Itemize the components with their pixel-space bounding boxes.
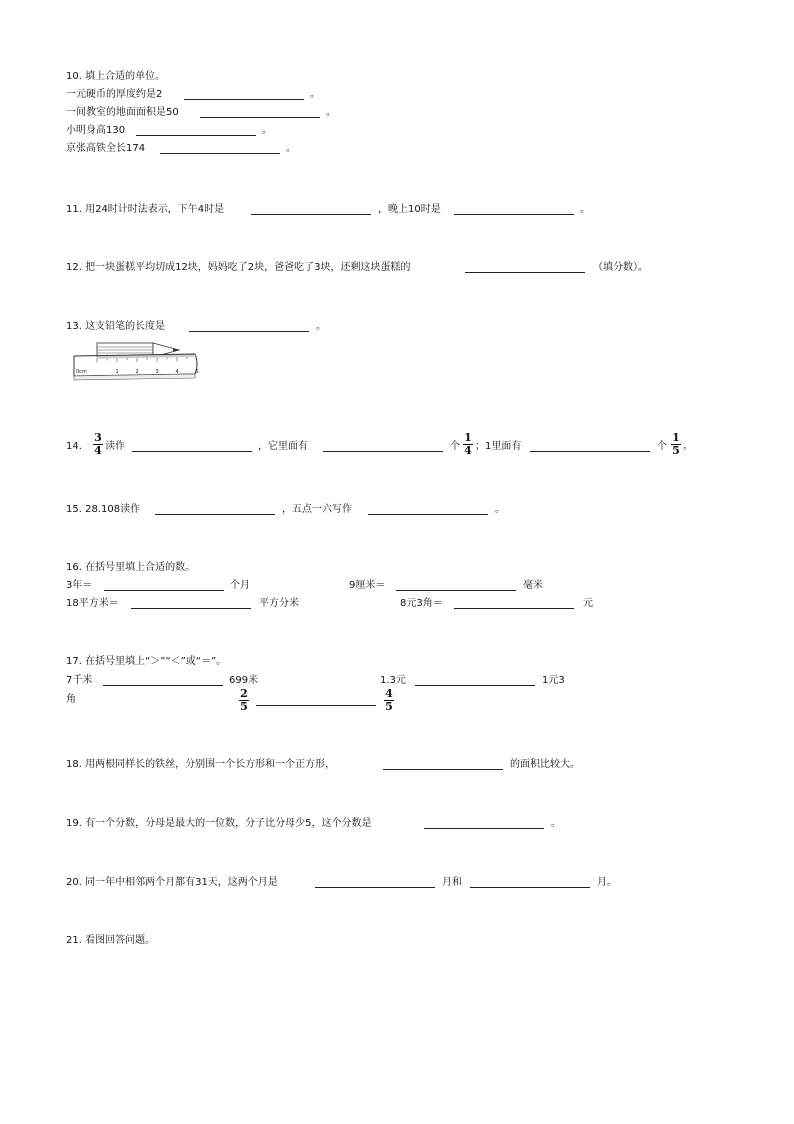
q10-line3-end: 。 xyxy=(262,125,272,136)
q13-text: 13. 这支铅笔的长度是 xyxy=(66,321,166,332)
q14-frac-3-4 xyxy=(92,432,104,457)
q10-blank-3[interactable] xyxy=(136,135,256,136)
q17-frac-4-5 xyxy=(383,688,395,713)
q16-d-unit: 元 xyxy=(583,598,593,609)
q15-text-b: ，五点一六写作 xyxy=(282,504,352,515)
q17-a-left: 7千米 xyxy=(66,675,93,686)
q12-text-a: 12. 把一块蛋糕平均切成12块，妈妈吃了2块，爸爸吃了3块，还剩这块蛋糕的 xyxy=(66,262,411,273)
q10-blank-2[interactable] xyxy=(200,117,320,118)
q16-blank-a[interactable] xyxy=(104,590,224,591)
q12-blank[interactable] xyxy=(465,272,585,273)
ruler-number: 5 xyxy=(195,369,199,375)
frac-denominator: 5 xyxy=(385,700,393,713)
q14-frac-1-5 xyxy=(670,432,682,457)
q14-text-e: 个 xyxy=(657,441,667,452)
q16-c-unit: 平方分米 xyxy=(259,598,299,609)
q17-title: 17. 在括号里填上“＞”“＜”或“＝”。 xyxy=(66,656,227,667)
q14-text-d: ；1里面有 xyxy=(475,441,522,452)
q16-a-unit: 个月 xyxy=(230,580,250,591)
q15-end: 。 xyxy=(495,504,505,515)
ruler-icon xyxy=(74,354,197,380)
q14-frac-1-4 xyxy=(462,432,474,457)
q19-blank[interactable] xyxy=(424,828,544,829)
frac-numerator: 1 xyxy=(672,431,680,444)
q14-end: 。 xyxy=(683,441,693,452)
frac-denominator: 4 xyxy=(464,444,472,457)
q11-text-b: ，晚上10时是 xyxy=(378,204,441,215)
q19-end: 。 xyxy=(551,818,561,829)
q15-text-a: 15. 28.108读作 xyxy=(66,504,141,515)
q11-text-a: 11. 用24时计时法表示，下午4时是 xyxy=(66,204,225,215)
q14-text-b: ，它里面有 xyxy=(258,441,308,452)
q13-end: 。 xyxy=(316,321,326,332)
q20-blank-1[interactable] xyxy=(315,887,435,888)
q14-num: 14. xyxy=(66,441,82,452)
q17-b-right: 1元3 xyxy=(542,675,565,686)
q18-text-b: 的面积比较大。 xyxy=(510,759,580,770)
q10-blank-4[interactable] xyxy=(160,153,280,154)
q18-blank[interactable] xyxy=(383,769,503,770)
q10-title: 10. 填上合适的单位。 xyxy=(66,71,166,82)
q11-blank-1[interactable] xyxy=(251,214,371,215)
q16-b-unit: 毫米 xyxy=(523,580,543,591)
q10-line4-text: 京张高铁全长174 xyxy=(66,143,146,154)
q17-frac-2-5 xyxy=(238,688,250,713)
ruler-number: 1 xyxy=(115,369,119,375)
q15-blank-2[interactable] xyxy=(368,514,488,515)
frac-denominator: 5 xyxy=(672,444,680,457)
q16-title: 16. 在括号里填上合适的数。 xyxy=(66,562,196,573)
q16-a-left: 3年＝ xyxy=(66,580,93,591)
q10-line2-end: 。 xyxy=(326,107,336,118)
q16-c-left: 18平方米＝ xyxy=(66,598,119,609)
q16-b-left: 9厘米＝ xyxy=(349,580,386,591)
frac-denominator: 4 xyxy=(94,444,102,457)
q14-blank-1[interactable] xyxy=(132,451,252,452)
frac-numerator: 2 xyxy=(240,687,248,700)
ruler-number: 2 xyxy=(135,369,139,375)
q14-text-c: 个 xyxy=(450,441,460,452)
q14-text-a: 读作 xyxy=(105,441,125,452)
q10-blank-1[interactable] xyxy=(184,99,304,100)
q17-b-wrap: 角 xyxy=(66,694,76,705)
q17-blank-a[interactable] xyxy=(103,685,223,686)
q21-text: 21. 看图回答问题。 xyxy=(66,935,156,946)
q17-b-left: 1.3元 xyxy=(380,675,406,686)
q16-blank-c[interactable] xyxy=(131,608,251,609)
q17-blank-c[interactable] xyxy=(256,705,376,706)
q20-blank-2[interactable] xyxy=(470,887,590,888)
q10-line3-text: 小明身高130 xyxy=(66,125,126,136)
ruler-number: 4 xyxy=(175,369,179,375)
pencil-ruler-figure xyxy=(73,342,201,390)
ruler-unit-label: 0cm xyxy=(76,369,87,375)
q10-line1-end: 。 xyxy=(310,89,320,100)
q14-blank-3[interactable] xyxy=(530,451,650,452)
q11-blank-2[interactable] xyxy=(454,214,574,215)
q20-text-a: 20. 同一年中相邻两个月都有31天，这两个月是 xyxy=(66,877,278,888)
ruler-number: 3 xyxy=(155,369,159,375)
q17-blank-b[interactable] xyxy=(415,685,535,686)
frac-numerator: 1 xyxy=(464,431,472,444)
q18-text-a: 18. 用两根同样长的铁丝，分别围一个长方形和一个正方形， xyxy=(66,759,336,770)
q12-text-b: （填分数）。 xyxy=(593,262,648,273)
q11-end: 。 xyxy=(580,204,590,215)
q14-blank-2[interactable] xyxy=(323,451,443,452)
q16-d-left: 8元3角＝ xyxy=(400,598,443,609)
q10-line1-text: 一元硬币的厚度约是2 xyxy=(66,89,163,100)
q15-blank-1[interactable] xyxy=(155,514,275,515)
q10-line2-text: 一间教室的地面面积是50 xyxy=(66,107,179,118)
q16-blank-d[interactable] xyxy=(454,608,574,609)
q16-blank-b[interactable] xyxy=(396,590,516,591)
frac-denominator: 5 xyxy=(240,700,248,713)
q20-text-b: 月和 xyxy=(442,877,462,888)
q13-blank[interactable] xyxy=(189,331,309,332)
q10-line4-end: 。 xyxy=(286,143,296,154)
frac-numerator: 4 xyxy=(385,687,393,700)
q19-text-a: 19. 有一个分数，分母是最大的一位数，分子比分母少5，这个分数是 xyxy=(66,818,372,829)
q20-text-c: 月。 xyxy=(597,877,617,888)
q17-a-right: 699米 xyxy=(229,675,259,686)
frac-numerator: 3 xyxy=(94,431,102,444)
